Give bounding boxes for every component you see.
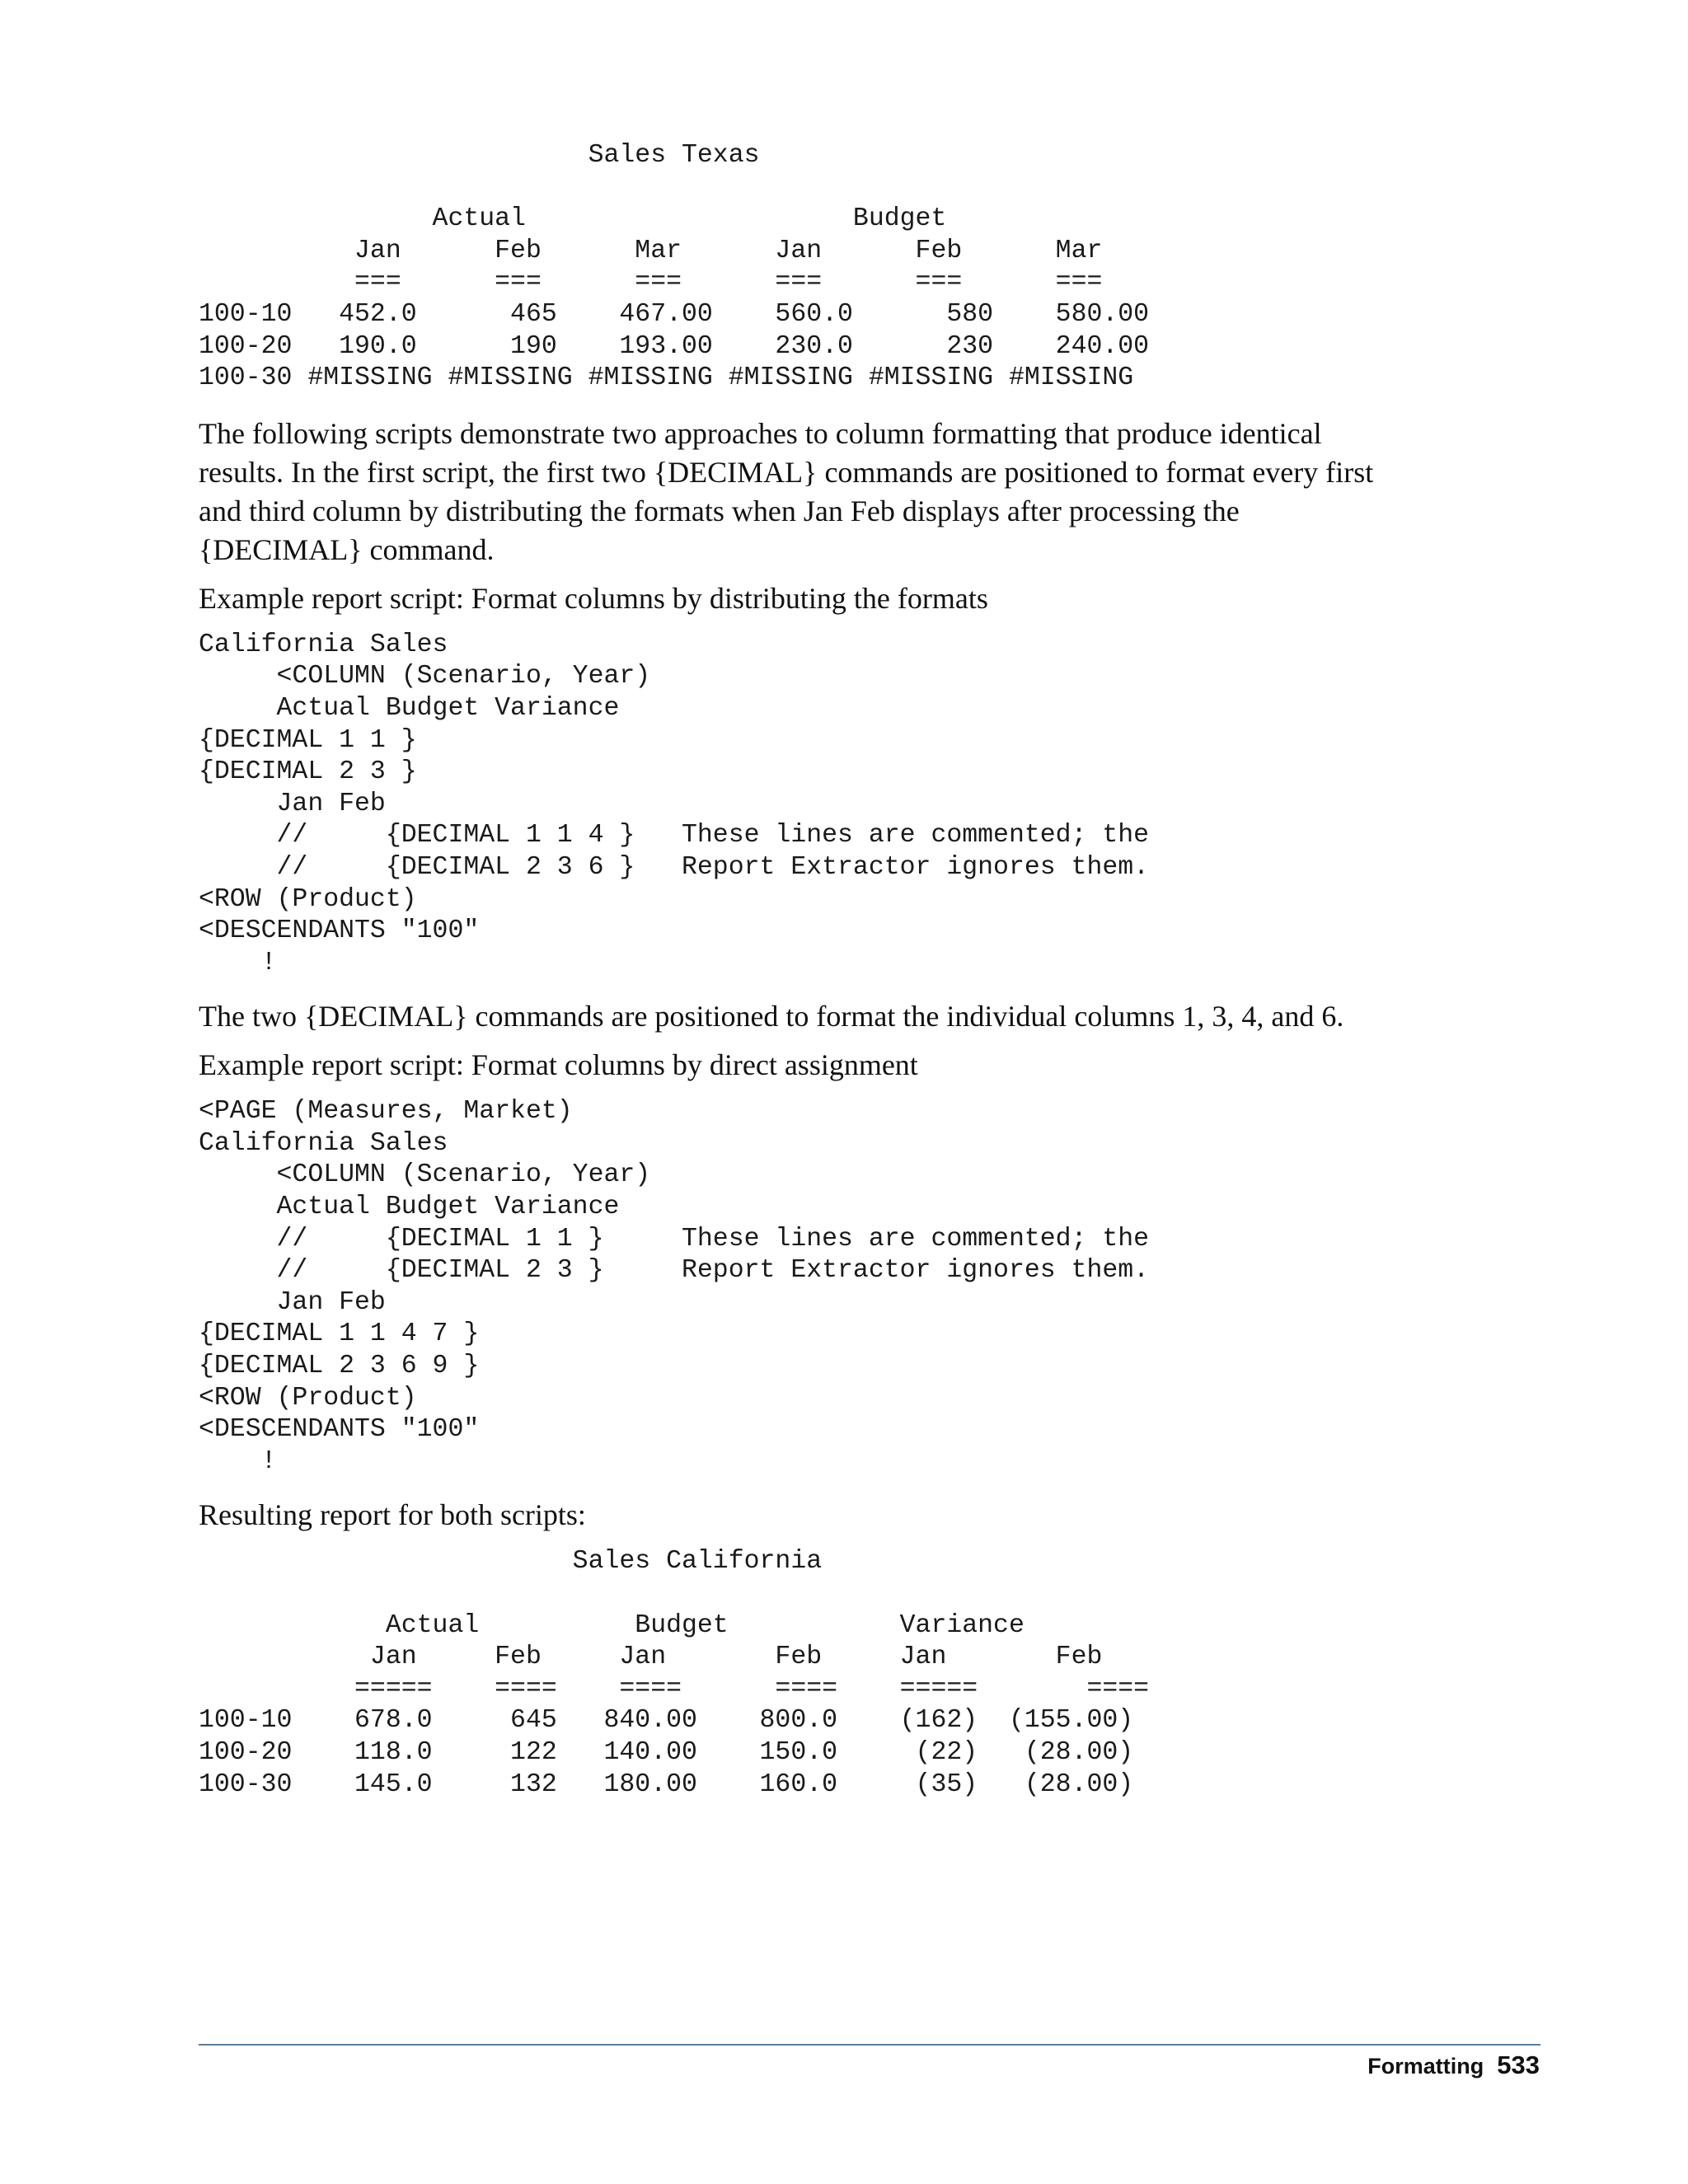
report-line: ===== ==== ==== ==== ===== ==== [199,1674,1150,1704]
report-line: 100-30 #MISSING #MISSING #MISSING #MISSING #MISSING #MISSING [199,363,1134,393]
caption-result: Resulting report for both scripts: [199,1498,586,1532]
report-line: === === === === === === [199,268,1103,298]
paragraph-approaches: The following scripts demonstrate two approaches to column formatting that produce identical results. In the first script, the first two {DECIMAL} commands are positioned to format every first and third column by distributing the formats when Jan Feb displays after processing the {DECIMAL} command. [199,416,1374,566]
script-line: {DECIMAL 1 1 4 7 } [199,1319,480,1349]
script-line: <COLUMN (Scenario, Year) [199,1160,651,1190]
page-number: 533 [1497,2050,1540,2079]
script-line: Jan Feb [199,1287,386,1317]
script-line: // {DECIMAL 1 1 } These lines are commented; the [199,1224,1150,1254]
california-report [199,1546,1542,1801]
script-line: {DECIMAL 2 3 } [199,757,417,787]
report-line: Sales Texas [199,141,760,170]
caption-direct: Example report script: Format columns by direct assignment [199,1048,918,1082]
report-line: Jan Feb Jan Feb Jan Feb [199,1643,1103,1672]
page-content [199,140,1542,1801]
report-line: 100-10 678.0 645 840.00 800.0 (162) (155.00) [199,1706,1134,1736]
script-line: <COLUMN (Scenario, Year) [199,662,651,691]
script-line: <ROW (Product) [199,884,417,914]
report-line: Jan Feb Mar Jan Feb Mar [199,236,1103,265]
report-line: 100-20 118.0 122 140.00 150.0 (22) (28.00) [199,1737,1134,1767]
script-line: California Sales [199,1128,448,1158]
report-line [199,172,1542,204]
report-line: 100-30 145.0 132 180.00 160.0 (35) (28.00) [199,1769,1134,1799]
report-line: Actual Budget [199,204,947,234]
footer-section-title: Formatting [1367,2054,1484,2079]
paragraph-direct: The two {DECIMAL} commands are positioned to format the individual columns 1, 3, 4, and 6. [199,1000,1344,1033]
script-line: {DECIMAL 2 3 6 9 } [199,1352,480,1381]
footer-rule [199,2044,1540,2046]
script-line: // {DECIMAL 2 3 } Report Extractor ignores them. [199,1256,1150,1286]
script-line: {DECIMAL 1 1 } [199,725,417,755]
script-line: <DESCENDANTS "100" [199,916,480,946]
script-direct [199,1096,1542,1478]
script-line: Jan Feb [199,789,386,818]
script-distributing [199,630,1542,980]
page-footer [1367,2050,1540,2080]
script-line: // {DECIMAL 2 3 6 } Report Extractor ignores them. [199,852,1150,882]
script-line: // {DECIMAL 1 1 4 } These lines are commented; the [199,821,1150,851]
texas-report [199,140,1542,395]
script-line: ! [199,1446,277,1476]
report-line: Actual Budget Variance [199,1610,1025,1640]
report-line: 100-20 190.0 190 193.00 230.0 230 240.00 [199,331,1150,361]
script-line: <DESCENDANTS "100" [199,1415,480,1445]
report-line [199,1578,1542,1610]
script-line: Actual Budget Variance [199,693,620,723]
caption-distributing: Example report script: Format columns by distributing the formats [199,581,988,615]
script-line: ! [199,948,277,977]
script-line: <ROW (Product) [199,1383,417,1413]
script-line: California Sales [199,630,448,659]
script-line: Actual Budget Variance [199,1193,620,1222]
report-line: 100-10 452.0 465 467.00 560.0 580 580.00 [199,299,1150,329]
script-line: <PAGE (Measures, Market) [199,1097,573,1127]
report-line: Sales California [199,1547,823,1577]
